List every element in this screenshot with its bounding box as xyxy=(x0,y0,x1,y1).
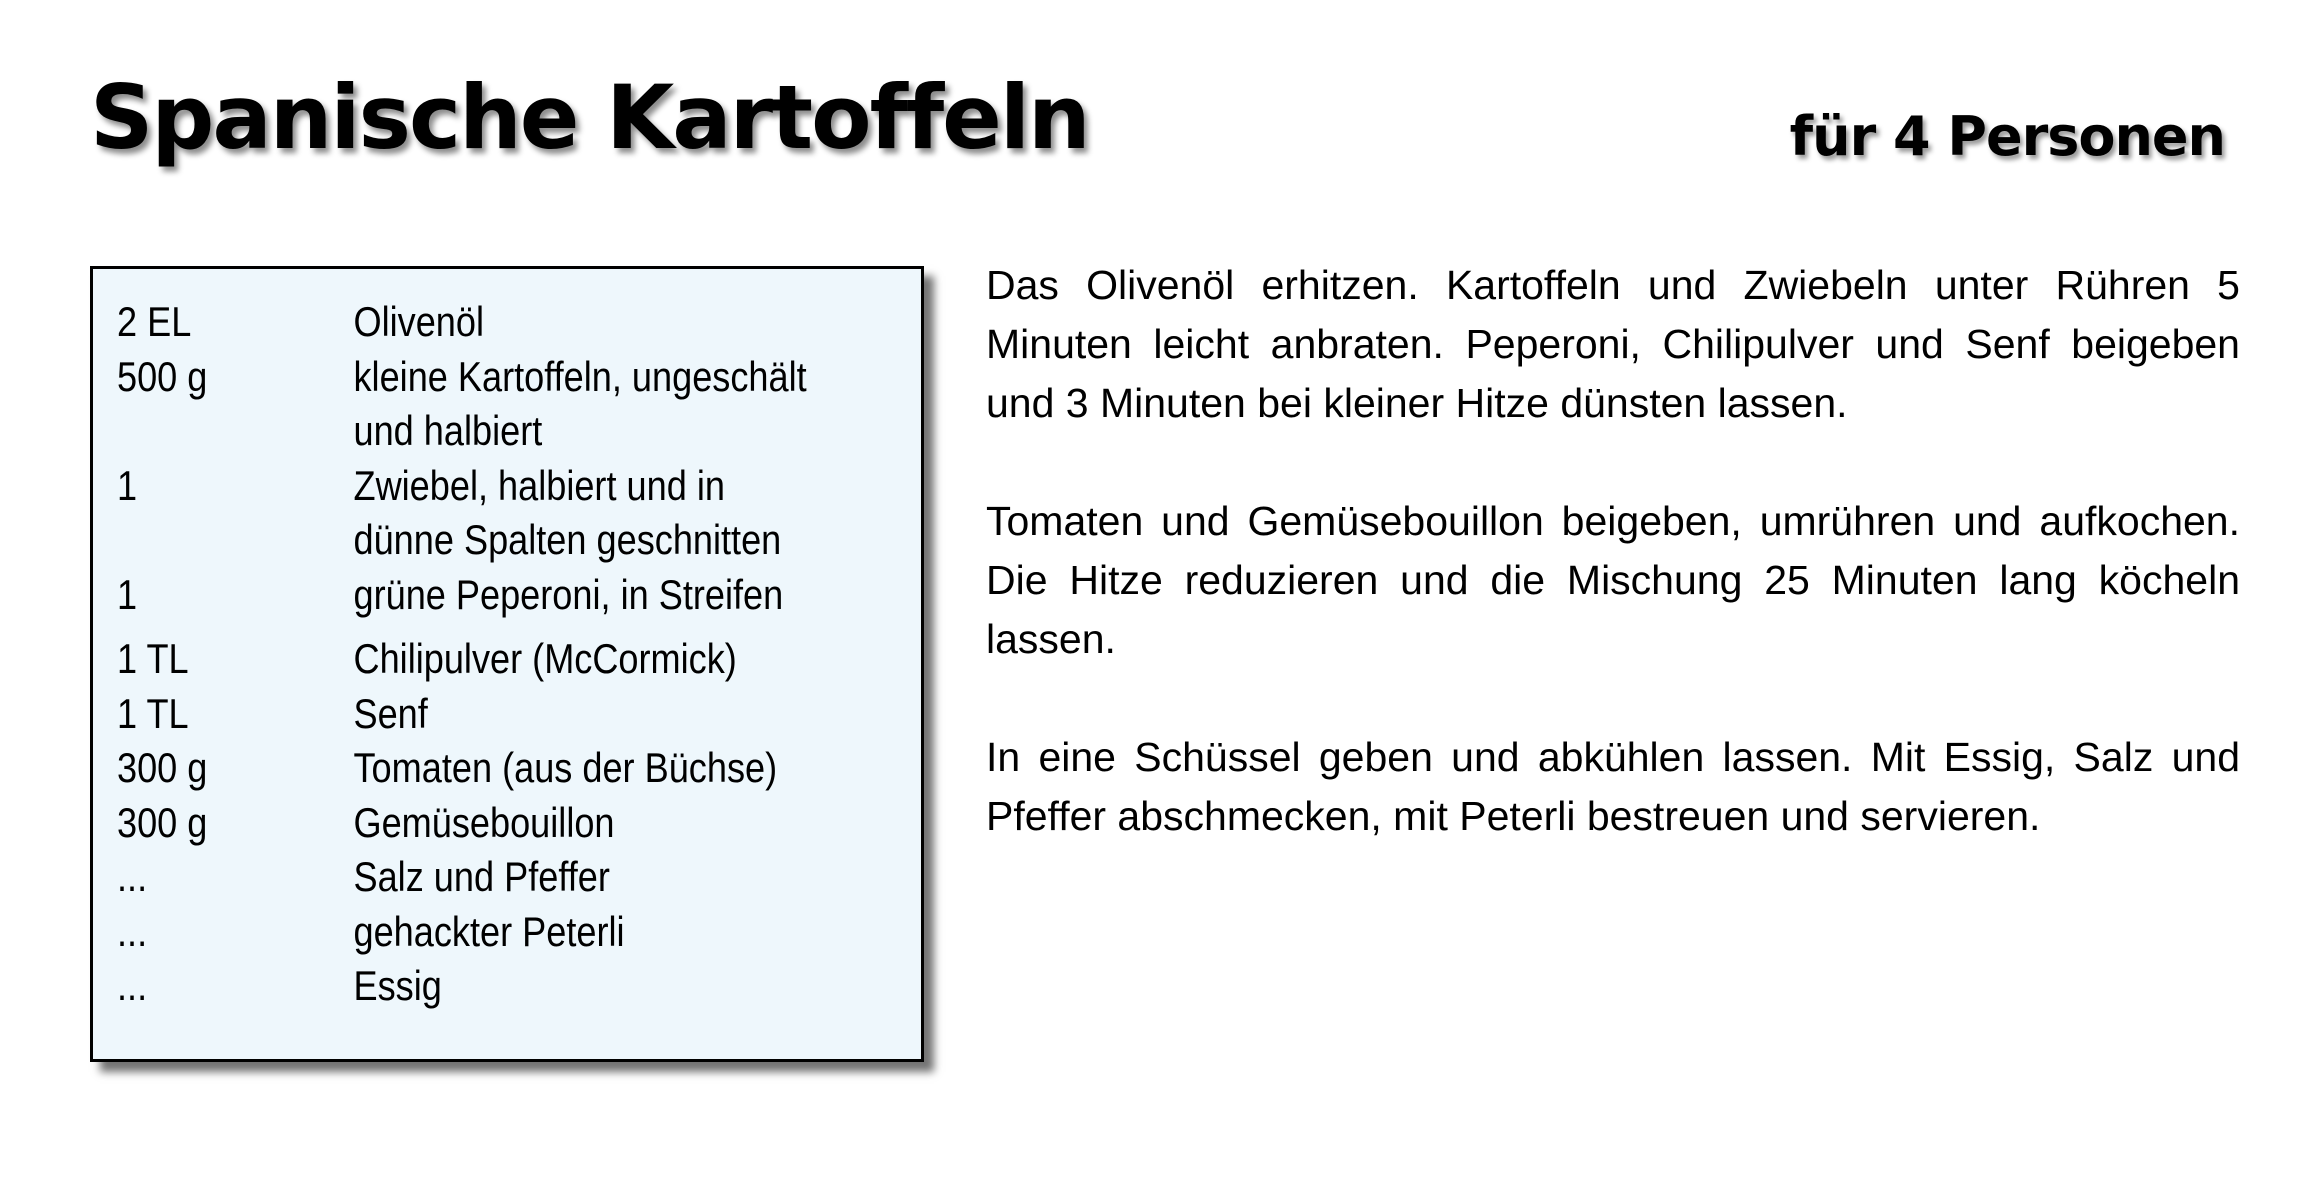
ingredient-qty: 300 g xyxy=(117,798,208,846)
ingredient-qty: ... xyxy=(117,907,148,955)
ingredient-row-continued xyxy=(117,404,808,459)
ingredient-name: Olivenöl xyxy=(353,298,485,345)
ingredient-name: Tomaten (aus der Büchse) xyxy=(353,744,778,791)
ingredient-name: gehackter Peterli xyxy=(353,907,625,955)
ingredient-name: Senf xyxy=(353,689,428,737)
ingredient-row xyxy=(117,568,808,623)
ingredient-row xyxy=(117,741,808,796)
ingredient-row xyxy=(117,350,808,405)
ingredient-row xyxy=(117,850,808,905)
ingredient-name: Essig xyxy=(353,962,442,1009)
ingredient-row xyxy=(117,905,808,960)
servings-label: für 4 Personen xyxy=(1789,105,2225,168)
recipe-title: Spanische Kartoffeln xyxy=(90,66,1089,169)
instruction-paragraph: In eine Schüssel geben und abkühlen lassen. Mit Essig, Salz und Pfeffer abschmecken, mit Peterli bestreuen und servieren. xyxy=(986,734,2240,839)
instruction-paragraph: Tomaten und Gemüsebouillon beigeben, umrühren und aufkochen. Die Hitze reduzieren und die Mischung 25 Minuten lang köcheln lassen. xyxy=(986,498,2240,662)
ingredient-qty: 1 xyxy=(117,570,138,618)
ingredient-name: grüne Peperoni, in Streifen xyxy=(353,570,784,618)
ingredient-row xyxy=(117,959,808,1014)
ingredient-name: Chilipulver (McCormick) xyxy=(353,635,737,682)
ingredient-name: und halbiert xyxy=(353,407,543,454)
ingredient-qty: 500 g xyxy=(117,352,208,400)
ingredient-name: Gemüsebouillon xyxy=(353,798,615,846)
ingredient-row-continued xyxy=(117,513,808,568)
ingredient-row xyxy=(117,459,808,514)
ingredient-name: Zwiebel, halbiert und in xyxy=(353,461,725,509)
ingredient-qty: ... xyxy=(117,853,148,900)
ingredient-qty: 1 TL xyxy=(117,635,189,682)
ingredient-qty: ... xyxy=(117,962,148,1009)
instructions xyxy=(986,256,2240,905)
ingredient-qty-empty xyxy=(117,404,354,459)
ingredient-name: Salz und Pfeffer xyxy=(353,853,610,900)
ingredient-qty: 1 xyxy=(117,461,138,509)
ingredients-box xyxy=(90,266,924,1062)
ingredient-qty: 1 TL xyxy=(117,689,189,737)
ingredient-qty-empty xyxy=(117,513,354,568)
ingredient-row xyxy=(117,295,808,350)
ingredient-row xyxy=(117,632,808,687)
ingredient-row xyxy=(117,687,808,742)
ingredient-qty: 2 EL xyxy=(117,298,192,345)
ingredient-row xyxy=(117,796,808,851)
ingredient-name: dünne Spalten geschnitten xyxy=(353,516,782,563)
ingredient-name: kleine Kartoffeln, ungeschält xyxy=(353,352,807,400)
instruction-paragraph: Das Olivenöl erhitzen. Kartoffeln und Zwiebeln unter Rühren 5 Minuten leicht anbraten. Peperoni, Chilipulver und Senf beigeben und 3 Minuten bei kleiner Hitze dünsten lassen. xyxy=(986,262,2240,426)
ingredient-qty: 300 g xyxy=(117,744,208,791)
